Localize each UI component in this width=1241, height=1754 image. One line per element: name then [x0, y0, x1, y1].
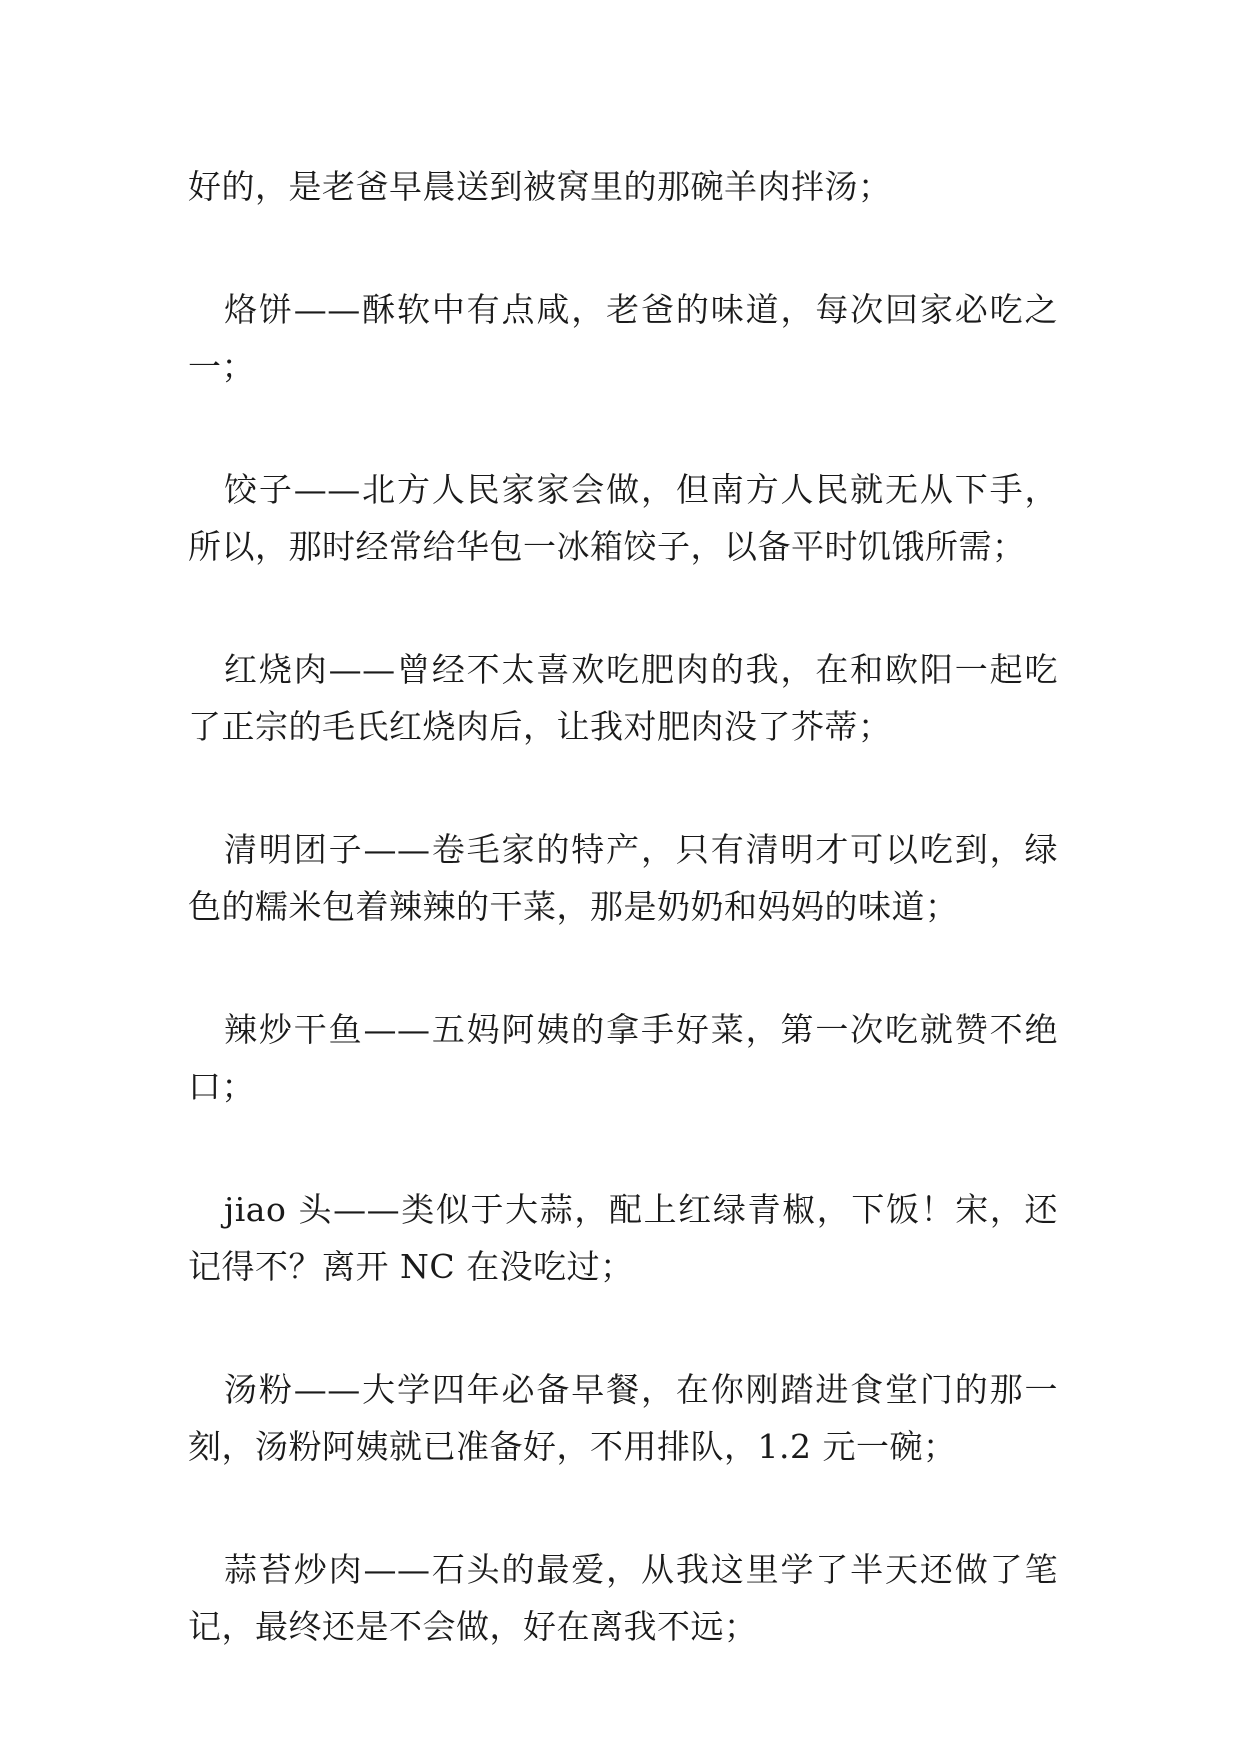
paragraph-braised-pork: 红烧肉——曾经不太喜欢吃肥肉的我，在和欧阳一起吃了正宗的毛氏红烧肉后，让我对肥肉没了芥蒂；	[188, 650, 1058, 746]
paragraph-rice-noodle-soup: 汤粉——大学四年必备早餐，在你刚踏进食堂门的那一刻，汤粉阿姨就已准备好，不用排队，1.2 元一碗；	[188, 1370, 1058, 1466]
paragraph-garlic-sprout-pork: 蒜苔炒肉——石头的最爱，从我这里学了半天还做了笔记，最终还是不会做，好在离我不远；	[188, 1550, 1058, 1646]
paragraph-dumplings: 饺子——北方人民家家会做，但南方人民就无从下手，所以，那时经常给华包一冰箱饺子，以备平时饥饿所需；	[188, 470, 1058, 566]
paragraph-jiao-tou: jiao 头——类似于大蒜，配上红绿青椒，下饭！宋，还记得不？离开 NC 在没吃过；	[188, 1190, 1058, 1286]
paragraph-spicy-dried-fish: 辣炒干鱼——五妈阿姨的拿手好菜，第一次吃就赞不绝口；	[188, 1010, 1058, 1106]
document-body	[188, 158, 1058, 1721]
paragraph-flatbread: 烙饼——酥软中有点咸，老爸的味道，每次回家必吃之一；	[188, 290, 1058, 386]
paragraph-qingming-dumplings: 清明团子——卷毛家的特产，只有清明才可以吃到，绿色的糯米包着辣辣的干菜，那是奶奶和妈妈的味道；	[188, 830, 1058, 926]
paragraph-lamb-soup: 好的，是老爸早晨送到被窝里的那碗羊肉拌汤；	[188, 167, 892, 206]
